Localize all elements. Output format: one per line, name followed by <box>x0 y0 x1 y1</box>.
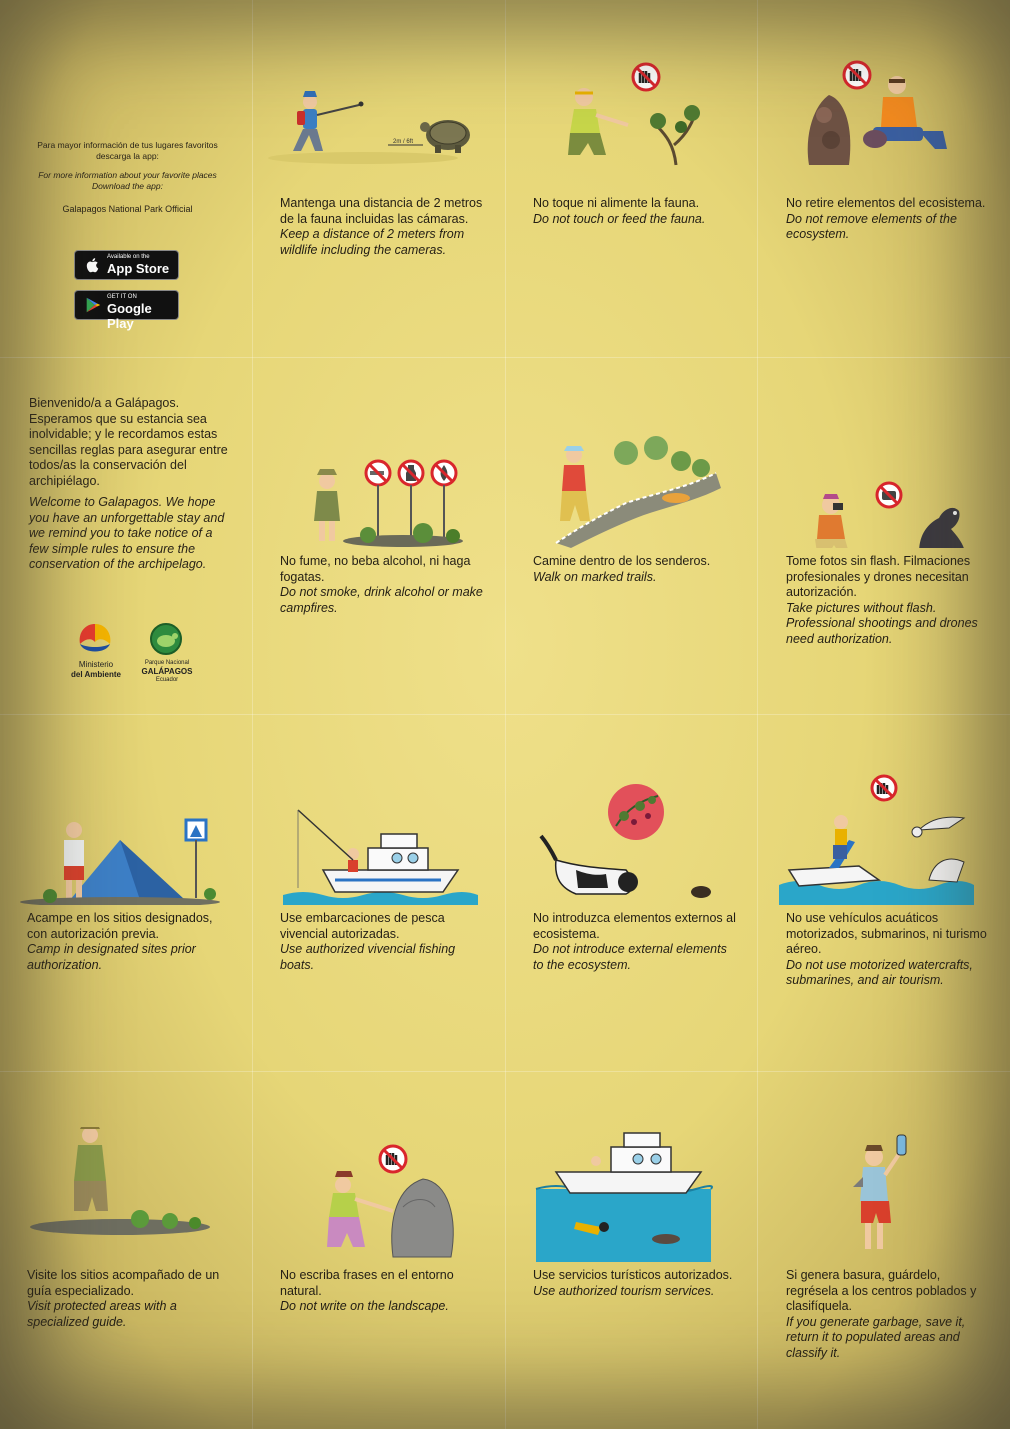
rule-en: Keep a distance of 2 meters from wildlife including the cameras. <box>280 227 465 257</box>
parque-nacional-logo <box>148 622 184 656</box>
no-smoking-icon <box>366 461 390 538</box>
rule-en: Visit protected areas with a specialized guide. <box>27 1299 177 1329</box>
rule-card-no-flash <box>759 358 1004 713</box>
apple-icon <box>84 256 102 274</box>
rule-caption <box>280 911 485 973</box>
guide-illustration <box>10 1127 225 1262</box>
rule-card-garbage <box>759 1072 1004 1427</box>
camp-illustration <box>10 770 225 905</box>
rule-es: Tome fotos sin flash. Filmaciones profesionales y drones necesitan autorización. <box>786 554 971 599</box>
rule-caption <box>786 1268 991 1361</box>
rule-en: Take pictures without flash. Professional shootings and drones need authorization. <box>786 600 978 646</box>
rule-es: Si genera basura, guárdelo, regrésela a los centros poblados y clasifíquela. <box>786 1268 977 1313</box>
parque-label-1: Parque Nacional <box>144 660 190 666</box>
app-name: Galapagos National Park Official <box>62 204 193 214</box>
rule-es: No toque ni alimente la fauna. <box>533 196 700 210</box>
ministerio-logo <box>72 620 118 658</box>
rule-caption <box>280 196 485 258</box>
no-flash-camera-icon <box>877 483 901 507</box>
rule-en: Do not remove elements of the ecosystem. <box>786 211 957 241</box>
tourism-illustration <box>516 1127 731 1262</box>
rule-caption <box>786 196 991 243</box>
rule-en: Do not write on the landscape. <box>280 1299 449 1313</box>
rule-es: Mantenga una distancia de 2 metros de la fauna incluidas las cámaras. <box>280 196 483 226</box>
ministerio-label-1: Ministerio <box>78 660 114 669</box>
no-introduce-illustration <box>516 770 731 905</box>
welcome-es: Bienvenido/a a Galápagos. Esperamos que su estancia sea inolvidable; y le recordamos estas sencillas reglas para asegurar entre todos/as la conservación del archipiélago. <box>29 396 228 488</box>
no-smoke-illustration <box>263 413 478 548</box>
app-store-small-label: Available on the <box>107 254 150 260</box>
distance-label: 2m / 6ft <box>393 139 414 145</box>
fishing-boat-illustration <box>263 770 478 905</box>
no-flash-illustration <box>769 413 984 548</box>
rule-es: No fume, no beba alcohol, ni haga fogatas. <box>280 554 471 584</box>
garbage-illustration <box>769 1127 984 1262</box>
rule-card-no-touch <box>506 0 751 355</box>
rule-en: Camp in designated sites prior authorization. <box>27 942 196 972</box>
rule-en: Walk on marked trails. <box>533 569 657 584</box>
rule-caption <box>280 554 485 616</box>
rule-en: Do not touch or feed the fauna. <box>533 211 706 226</box>
rule-en: Do not introduce external elements to the ecosystem. <box>533 942 727 972</box>
google-play-icon <box>84 296 102 314</box>
app-info-en: For more information about your favorite places Download the app: <box>38 170 217 191</box>
rule-caption <box>786 911 991 989</box>
distance-illustration <box>263 55 478 190</box>
google-play-label: Google Play <box>107 301 152 331</box>
rule-card-fishing-boat <box>253 715 498 1070</box>
rule-card-tourism <box>506 1072 751 1427</box>
rule-es: Use embarcaciones de pesca vivencial autorizadas. <box>280 911 445 941</box>
logos <box>66 620 206 690</box>
google-play-small-label: GET IT ON <box>107 294 137 300</box>
no-hand-icon <box>872 776 896 800</box>
rule-es: Acampe en los sitios designados, con autorización previa. <box>27 911 213 941</box>
no-hand-icon <box>633 64 659 90</box>
rule-caption <box>533 196 738 227</box>
app-store-label: App Store <box>107 261 170 276</box>
parque-label-2: GALÁPAGOS <box>141 667 193 676</box>
rule-es: Visite los sitios acompañado de un guía especializado. <box>27 1268 220 1298</box>
rule-card-no-writing <box>253 1072 498 1427</box>
rule-es: No use vehículos acuáticos motorizados, submarinos, ni turismo aéreo. <box>786 911 987 956</box>
no-remove-illustration <box>769 55 984 190</box>
rule-caption <box>280 1268 485 1315</box>
rule-caption <box>533 911 738 973</box>
no-hand-icon <box>844 62 870 88</box>
rule-card-distance <box>253 0 498 355</box>
rule-card-guide <box>0 1072 245 1427</box>
no-touch-illustration <box>516 55 731 190</box>
rule-caption <box>533 554 738 585</box>
parque-label-3: Ecuador <box>155 677 179 683</box>
rule-card-no-remove <box>759 0 1004 355</box>
app-info <box>20 140 235 215</box>
rule-caption <box>27 1268 232 1330</box>
google-play-button[interactable] <box>74 290 179 331</box>
rule-en: Use authorized vivencial fishing boats. <box>280 942 456 972</box>
rule-caption <box>533 1268 738 1299</box>
ministerio-label-2: del Ambiente <box>71 670 121 679</box>
rule-caption <box>27 911 232 973</box>
rule-es: No retire elementos del ecosistema. <box>786 196 986 210</box>
welcome-text <box>29 396 229 573</box>
rule-card-trails <box>506 358 751 713</box>
no-fire-icon <box>432 461 456 538</box>
app-info-es: Para mayor información de tus lugares favoritos descarga la app: <box>37 140 218 161</box>
rule-en: Do not use motorized watercrafts, submarines, and air tourism. <box>786 957 973 987</box>
rule-es: No introduzca elementos externos al ecosistema. <box>533 911 736 941</box>
welcome-en: Welcome to Galapagos. We hope you have an unforgettable stay and we remind you to take notice of a few simple rules to ensure the conservation of the archipelago. <box>29 495 225 571</box>
rule-en: Use authorized tourism services. <box>533 1283 715 1298</box>
rule-caption <box>786 554 991 647</box>
rule-card-no-introduce <box>506 715 751 1070</box>
no-motorized-illustration <box>769 770 984 905</box>
rule-es: No escriba frases en el entorno natural. <box>280 1268 454 1298</box>
rule-card-no-smoke <box>253 358 498 713</box>
rule-es: Camine dentro de los senderos. <box>533 554 711 568</box>
rule-card-no-motorized <box>759 715 1004 1070</box>
trails-illustration <box>516 413 731 548</box>
no-writing-illustration <box>263 1127 478 1262</box>
rule-card-camp <box>0 715 245 1070</box>
rule-es: Use servicios turísticos autorizados. <box>533 1268 733 1282</box>
rule-en: If you generate garbage, save it, return it to populated areas and classify it. <box>786 1314 966 1360</box>
camping-sign-icon <box>186 820 206 898</box>
no-hand-icon <box>380 1146 406 1172</box>
rule-en: Do not smoke, drink alcohol or make campfires. <box>280 585 483 615</box>
app-store-button[interactable] <box>74 250 179 280</box>
